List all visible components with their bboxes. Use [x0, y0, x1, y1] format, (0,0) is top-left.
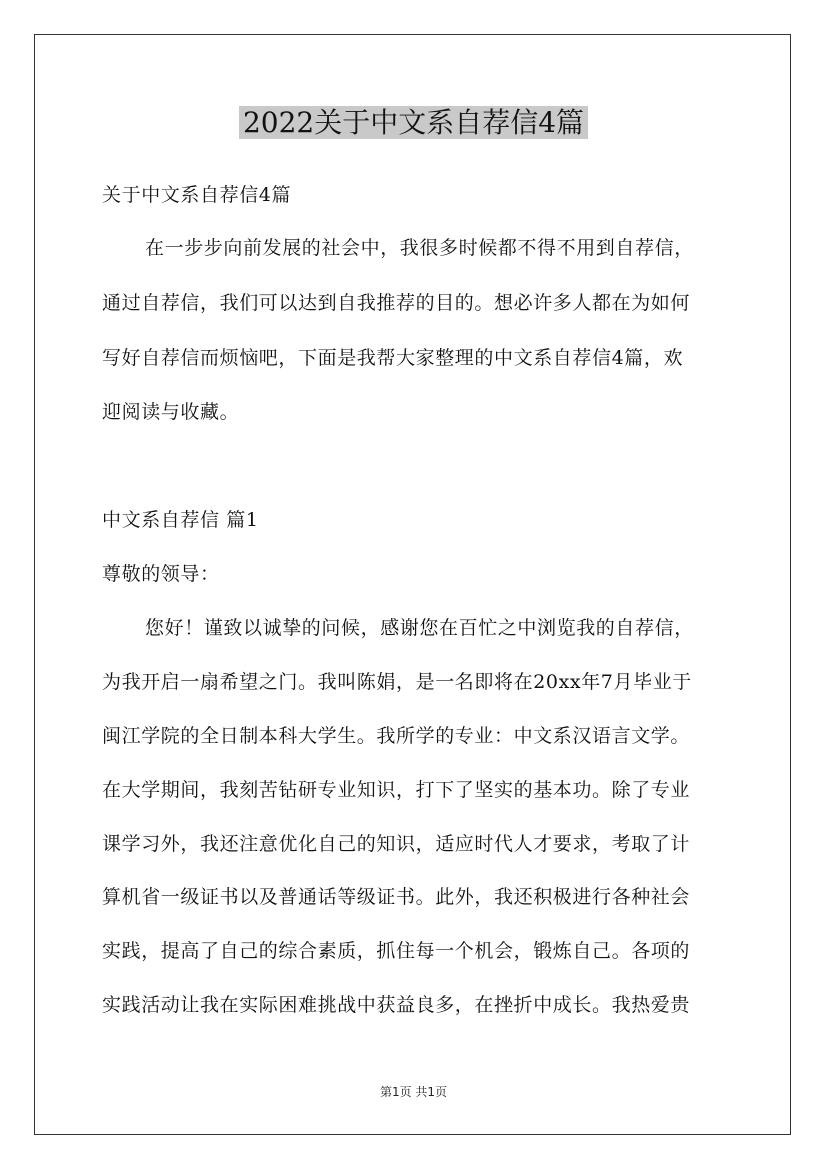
section-heading: 中文系自荐信 篇1 — [102, 509, 259, 531]
intro-line-2: 通过自荐信，我们可以达到自我推荐的目的。想必许多人都在为如何 — [102, 292, 691, 314]
body-line-7: 实践，提高了自己的综合素质，抓住每一个机会，锻炼自己。各项的 — [102, 940, 691, 962]
intro-line-3: 写好自荐信而烦恼吧，下面是我帮大家整理的中文系自荐信4篇，欢 — [102, 347, 684, 369]
body-line-2: 为我开启一扇希望之门。我叫陈娟，是一名即将在20xx年7月毕业于 — [102, 671, 692, 693]
body-line-1: 您好！谨致以诚挚的问候，感谢您在百忙之中浏览我的自荐信， — [145, 617, 694, 639]
document-subtitle: 关于中文系自荐信4篇 — [102, 184, 292, 206]
intro-line-4: 迎阅读与收藏。 — [102, 401, 240, 423]
body-line-3: 闽江学院的全日制本科大学生。我所学的专业：中文系汉语言文学。 — [102, 725, 691, 747]
page-footer: 第1页 共1页 — [379, 1085, 448, 1099]
document-title — [0, 100, 827, 146]
body-line-6: 算机省一级证书以及普通话等级证书。此外，我还积极进行各种社会 — [102, 886, 691, 908]
body-line-4: 在大学期间，我刻苦钻研专业知识，打下了坚实的基本功。除了专业 — [102, 779, 691, 801]
salutation: 尊敬的领导： — [102, 563, 220, 585]
body-line-5: 课学习外，我还注意优化自己的知识，适应时代人才要求，考取了计 — [102, 833, 691, 855]
body-line-8: 实践活动让我在实际困难挑战中获益良多，在挫折中成长。我热爱贵 — [102, 994, 691, 1016]
intro-line-1: 在一步步向前发展的社会中，我很多时候都不得不用到自荐信， — [145, 237, 694, 259]
document-title-text: 2022关于中文系自荐信4篇 — [239, 106, 588, 139]
